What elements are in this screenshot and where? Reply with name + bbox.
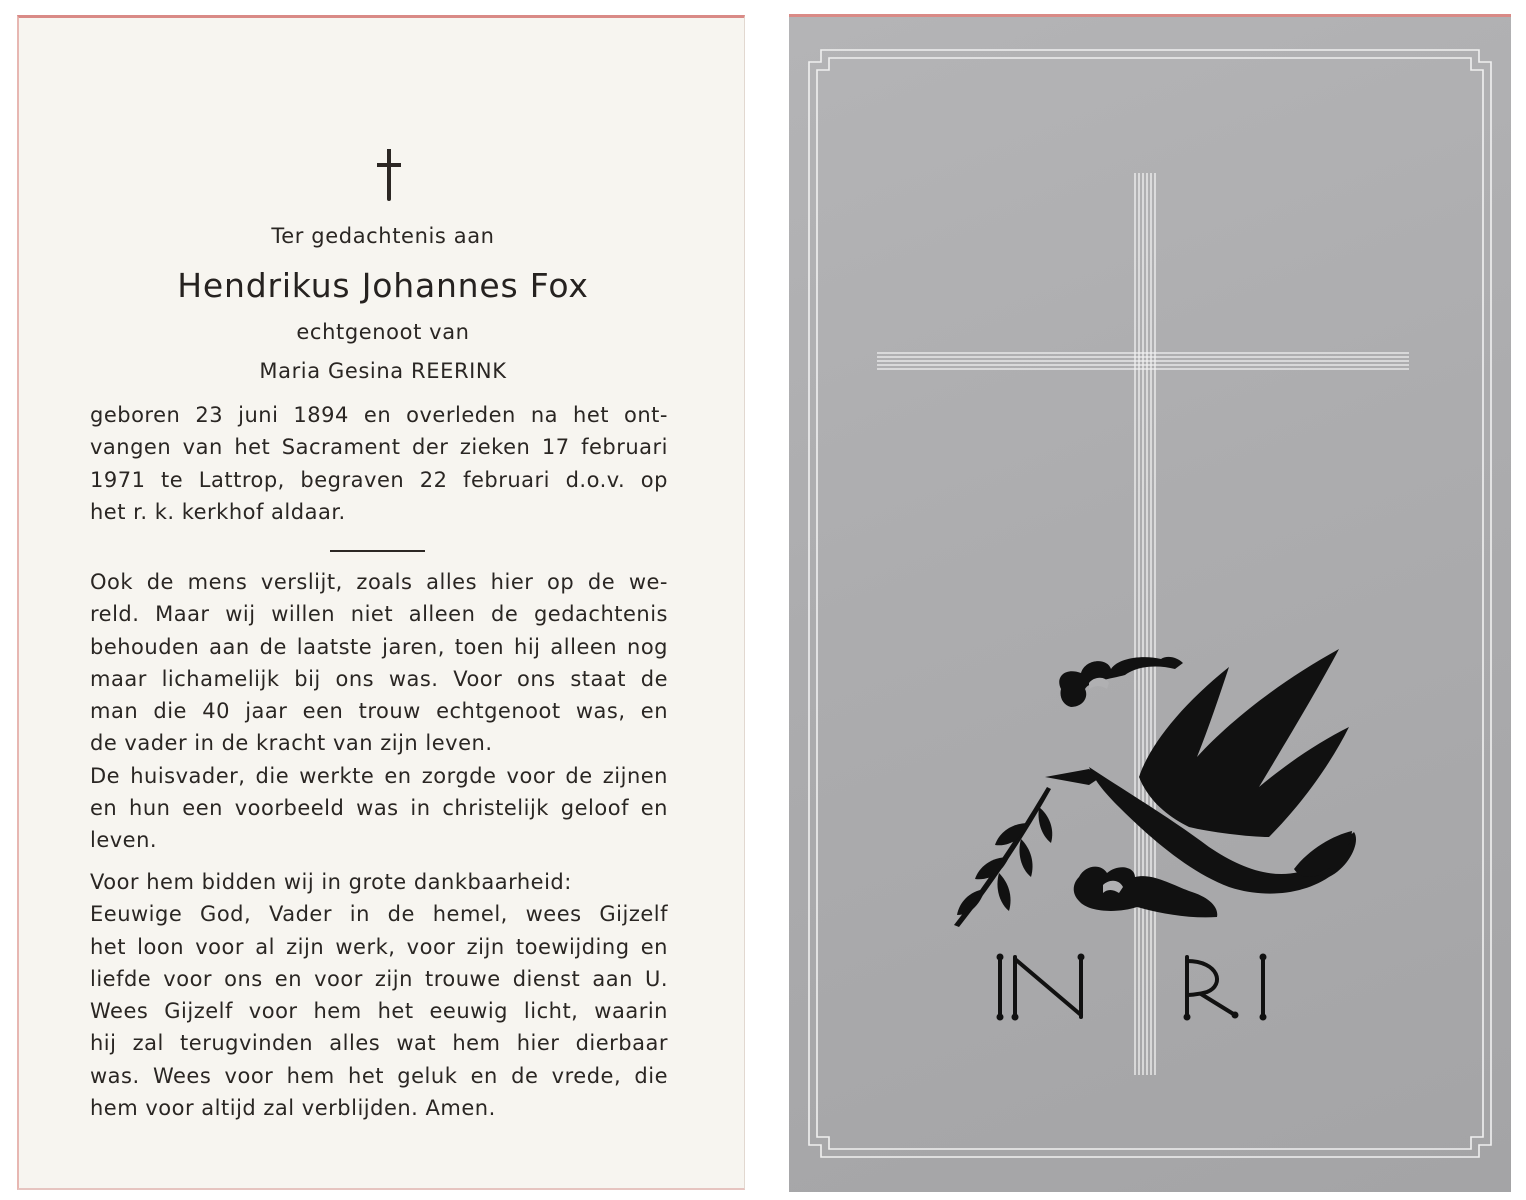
text-line: De huisvader, die werkte en zorgde voor de zijnen [90,763,668,788]
text-line: en hun een voorbeeld was in christelijk geloof en [90,796,668,821]
text-line: Voor hem bidden wij in grote dankbaarheid: [90,870,572,894]
text-line: Ook de mens verslijt, zoals alles hier op de we- [90,570,668,594]
intro-text: Ter gedachtenis aan [271,224,495,248]
text-side-card [17,15,745,1190]
image-side-card [789,14,1511,1192]
text-line: was. Wees voor hem het geluk en de vrede, die [90,1063,668,1088]
text-line: behouden aan de laatste jaren, toen hij alleen nog [90,634,668,659]
text-line: de vader in de kracht van zijn leven. [90,731,493,756]
text-line: hem voor altijd zal verblijden. Amen. [90,1096,496,1121]
text-line: man die 40 jaar een trouw echtgenoot was, en [90,699,668,724]
text-line: het loon voor al zijn werk, voor zijn toewijding en [90,934,668,959]
text-line: liefde voor ons en voor zijn trouwe dienst aan U. [90,966,668,991]
bio-line: geboren 23 juni 1894 en overleden na het ont- [90,403,668,427]
divider-line [330,550,425,552]
bio-line: 1971 te Lattrop, begraven 22 februari d.o.v. op [90,467,668,492]
biography-paragraph [90,399,668,528]
text-line: Wees Gijzelf voor hem het eeuwig licht, waarin [90,999,668,1024]
spouse-name: Maria Gesina REERINK [259,359,507,383]
text-line: hij zal terugvinden alles wat hem hier dierbaar [90,1031,668,1056]
reflection-paragraph [90,566,668,857]
text-line: leven. [90,828,158,853]
cross-icon [377,149,401,205]
spouse-label: echtgenoot van [296,320,470,344]
text-line: Eeuwige God, Vader in de hemel, wees Gijzelf [90,902,668,927]
inri-inscription [789,17,1511,1195]
text-line: maar lichamelijk bij ons was. Voor ons staat de [90,666,668,691]
bio-line: vangen van het Sacrament der zieken 17 februari [90,435,668,460]
bio-line: het r. k. kerkhof aldaar. [90,499,346,524]
deceased-name: Hendrikus Johannes Fox [177,266,589,305]
text-line: reld. Maar wij willen niet alleen de gedachtenis [90,602,668,627]
prayer-paragraph [90,866,668,1124]
